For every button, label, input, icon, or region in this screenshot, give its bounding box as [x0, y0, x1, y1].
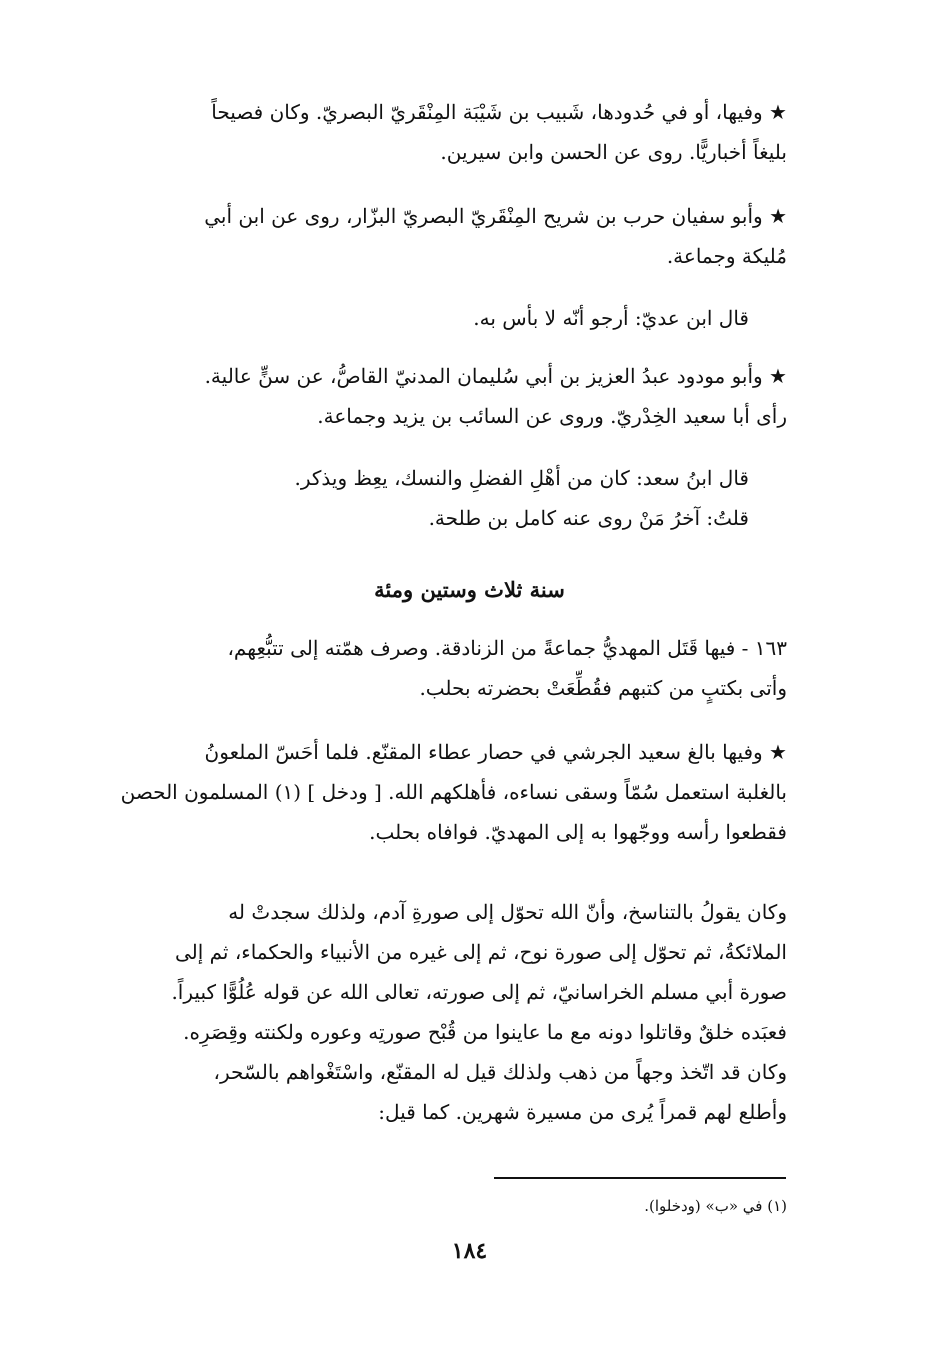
text-line: بليغاً أخباريًّا. روى عن الحسن وابن سيرين. [440, 140, 787, 164]
text-line: وأتى بكتبٍ من كتبهم فقُطِّعَتْ بحضرته بحلب. [419, 676, 787, 700]
footnote-divider [494, 1177, 786, 1179]
text-line: ★ وأبو سفيان حرب بن شريح المِنْقَريّ البصريّ البزّار، روى عن ابن أبي [204, 204, 787, 228]
text-line: قال ابنُ سعد: كان من أهْلِ الفضلِ والنسك، يعِظ ويذكر. [294, 466, 749, 490]
text-line: ١٦٣ - فيها قَتَل المهديُّ جماعةً من الزنادقة. وصرف همّته إلى تتبُّعِهم، [227, 636, 787, 660]
text-line: فعبَده خلقٌ وقاتلوا دونه مع ما عاينوا من قُبْح صورتِه وعوره ولكنته وقِصَرِه. [183, 1020, 787, 1044]
paragraph-tanasukh [87, 892, 787, 1132]
text-line: ★ وفيها، أو في حُدودها، شَبيب بن شَيْبَة المِنْقَريّ البصريّ. وكان فصيحاً [211, 100, 787, 124]
text-line: قلتُ: آخرُ مَنْ روى عنه كامل بن طلحة. [428, 506, 749, 530]
paragraph-ibn-adi [89, 298, 749, 338]
page-number: ١٨٤ [451, 1238, 488, 1264]
paragraph-muqanna-siege [87, 732, 787, 852]
text-line: رأى أبا سعيد الخِدْريّ. وروى عن السائب بن يزيد وجماعة. [317, 404, 787, 428]
text-line: صورة أبي مسلم الخراسانيّ، ثم إلى صورته، تعالى الله عن قوله عُلُوًّا كبيراً. [171, 980, 787, 1004]
text-line: وكان قد اتّخذ وجهاً من ذهب ولذلك قيل له المقنّع، واسْتَغْواهم بالسّحر، [213, 1060, 787, 1084]
paragraph-ibn-sad [89, 458, 749, 538]
text-line: مُليكة وجماعة. [666, 244, 787, 268]
paragraph-abu-mawdud [87, 356, 787, 436]
paragraph-shabib [87, 92, 787, 172]
text-line: الملائكةُ، ثم تحوّل إلى صورة نوح، ثم إلى غيره من الأنبياء والحكماء، ثم إلى [174, 940, 787, 964]
paragraph-year-163 [87, 628, 787, 708]
text-line: ★ وفيها بالغ سعيد الجرشي في حصار عطاء المقنّع. فلما أحَسّ الملعونُ [204, 740, 787, 764]
text-line: ★ وأبو مودود عبدُ العزيز بن أبي سُليمان المدنيّ القاصُّ، عن سنٍّ عالية. [204, 364, 787, 388]
section-heading: سنة ثلاث وستين ومئة [374, 577, 565, 602]
text-line: فقطعوا رأسه ووجّهوا به إلى المهديّ. فوافاه بحلب. [369, 820, 787, 844]
text-line: وكان يقولُ بالتناسخ، وأنّ الله تحوّل إلى صورةِ آدم، ولذلك سجدتْ له [228, 900, 787, 924]
text-line: وأطلع لهم قمراً يُرى من مسيرة شهرين. كما قيل: [378, 1100, 787, 1124]
footnote: (١) في «ب» (ودخلوا). [644, 1197, 787, 1215]
text-line: قال ابن عديّ: أرجو أنّه لا بأس به. [473, 306, 749, 330]
paragraph-abu-sufyan [87, 196, 787, 276]
text-line: بالغلبة استعمل سُمّاً وسقى نساءه، فأهلكهم الله. [ ودخل ] (١) المسلمون الحصن [120, 780, 787, 804]
